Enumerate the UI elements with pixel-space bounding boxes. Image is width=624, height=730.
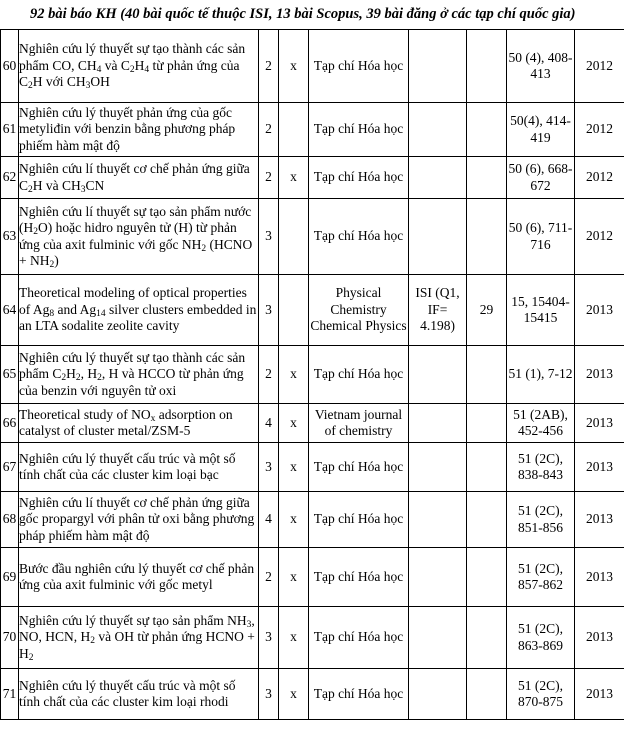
subscript: 2 <box>28 652 34 663</box>
index-info <box>409 492 467 548</box>
table-row <box>1 30 624 103</box>
journal-name: Tạp chí Hóa học <box>309 103 409 157</box>
volume-pages: 51 (1), 7-12 <box>507 346 575 404</box>
title-text: Bước đầu nghiên cứu lý thuyết cơ chế phản ứng của axit fulminic với gốc metyl <box>19 560 255 592</box>
index-info <box>409 157 467 199</box>
table-row <box>1 404 624 443</box>
article-title <box>19 103 259 157</box>
citation-count <box>467 669 507 720</box>
journal-name: Tạp chí Hóa học <box>309 443 409 492</box>
author-count: 2 <box>259 346 279 404</box>
title-text: và OH từ phản ứng HCNO + H <box>19 629 255 661</box>
publications-table <box>0 29 624 720</box>
row-number: 68 <box>1 492 19 548</box>
author-count: 3 <box>259 199 279 275</box>
section-heading: 92 bài báo KH (40 bài quốc tế thuộc ISI, 13 bài Scopus, 39 bài đăng ở các tạp chí quốc gia) <box>30 6 576 22</box>
citation-count <box>467 30 507 103</box>
article-title <box>19 607 259 669</box>
article-title <box>19 199 259 275</box>
volume-pages: 51 (2C), 863-869 <box>507 607 575 669</box>
article-title <box>19 157 259 199</box>
corresponding-mark: x <box>279 346 309 404</box>
publication-year: 2012 <box>575 103 624 157</box>
index-info <box>409 607 467 669</box>
title-text: Nghiên cứu lý thuyết sự tạo thành các sản phẩm CO, CH <box>19 41 246 73</box>
table-row <box>1 275 624 346</box>
subscript: 2 <box>75 373 81 384</box>
corresponding-mark: x <box>279 157 309 199</box>
table-row <box>1 669 624 720</box>
index-info <box>409 30 467 103</box>
title-text: và C <box>101 57 130 73</box>
table-row <box>1 199 624 275</box>
index-info <box>409 669 467 720</box>
journal-name: Vietnam journal of chemistry <box>309 404 409 443</box>
title-text: H và CH <box>32 177 81 193</box>
subscript: 2 <box>28 81 33 92</box>
index-info: ISI (Q1, IF= 4.198) <box>409 275 467 346</box>
volume-pages: 50 (6), 668-672 <box>507 157 575 199</box>
subscript: x <box>150 413 156 424</box>
subscript: 2 <box>28 184 33 195</box>
row-number: 65 <box>1 346 19 404</box>
table-body <box>1 30 624 720</box>
volume-pages: 51 (2C), 857-862 <box>507 548 575 607</box>
index-info <box>409 548 467 607</box>
citation-count <box>467 199 507 275</box>
title-text: Nghiên cứu lí thuyết cơ chế phản ứng giữa gốc propargyl với phân tử oxi bằng phương pháp phiếm hàm mật độ <box>19 494 255 543</box>
row-number: 67 <box>1 443 19 492</box>
title-text: Nghiên cứu lý thuyết sự tạo sản phẩm NH <box>19 612 247 628</box>
row-number: 70 <box>1 607 19 669</box>
subscript: 2 <box>201 243 207 254</box>
title-text: Nghiên cứu lý thuyết cấu trúc và một số tính chất của các cluster kim loại bạc <box>19 450 236 482</box>
citation-count <box>467 548 507 607</box>
title-text: CN <box>85 177 105 193</box>
row-number: 69 <box>1 548 19 607</box>
citation-count <box>467 443 507 492</box>
corresponding-mark: x <box>279 548 309 607</box>
citation-count <box>467 607 507 669</box>
author-count: 2 <box>259 157 279 199</box>
title-text: O) hoặc hidro nguyên tử (H) từ phản ứng của axit fulminic với gốc NH <box>19 220 237 252</box>
citation-count <box>467 492 507 548</box>
index-info <box>409 103 467 157</box>
row-number: 60 <box>1 30 19 103</box>
title-text: (HCNO + NH <box>19 236 253 268</box>
author-count: 4 <box>259 492 279 548</box>
volume-pages: 15, 15404-15415 <box>507 275 575 346</box>
author-count: 2 <box>259 103 279 157</box>
article-title <box>19 548 259 607</box>
citation-count: 29 <box>467 275 507 346</box>
subscript: 3 <box>80 184 86 195</box>
subscript: 2 <box>97 373 102 384</box>
publication-year: 2012 <box>575 157 624 199</box>
table-row <box>1 157 624 199</box>
corresponding-mark <box>279 275 309 346</box>
title-text: OH <box>90 74 110 90</box>
row-number: 66 <box>1 404 19 443</box>
article-title <box>19 669 259 720</box>
article-title <box>19 492 259 548</box>
article-title <box>19 275 259 346</box>
table-row <box>1 103 624 157</box>
article-title <box>19 30 259 103</box>
volume-pages: 51 (2C), 838-843 <box>507 443 575 492</box>
table-row <box>1 607 624 669</box>
author-count: 3 <box>259 669 279 720</box>
title-text: adsorption on catalyst of cluster metal/ZSM-5 <box>19 406 233 438</box>
title-text: Theoretical study of NO <box>19 406 151 422</box>
subscript: 3 <box>246 619 252 630</box>
title-text: Nghiên cứu lý thuyết cấu trúc và một số tính chất của các cluster kim loại rhodi <box>19 677 236 709</box>
row-number: 71 <box>1 669 19 720</box>
journal-name: Tạp chí Hóa học <box>309 669 409 720</box>
corresponding-mark: x <box>279 30 309 103</box>
table-row <box>1 548 624 607</box>
title-text: , H <box>80 366 98 382</box>
corresponding-mark <box>279 199 309 275</box>
title-text: Nghiên cứu lý thuyết phản ứng của gốc metyliđin với benzin bằng phương pháp phiếm hàm mật độ <box>19 104 236 153</box>
subscript: 2 <box>33 227 38 237</box>
citation-count <box>467 346 507 404</box>
publication-year: 2013 <box>575 548 624 607</box>
subscript: 2 <box>129 64 135 75</box>
publication-year: 2013 <box>575 404 624 443</box>
journal-name: Physical Chemistry Chemical Physics <box>309 275 409 346</box>
subscript: 4 <box>144 64 150 75</box>
title-text: Nghiên cứu lí thuyết cơ chế phản ứng giữa C <box>19 161 250 193</box>
author-count: 2 <box>259 30 279 103</box>
title-text: H <box>134 57 145 73</box>
corresponding-mark: x <box>279 607 309 669</box>
article-title <box>19 346 259 404</box>
volume-pages: 50 (6), 711-716 <box>507 199 575 275</box>
corresponding-mark: x <box>279 492 309 548</box>
volume-pages: 51 (2AB), 452-456 <box>507 404 575 443</box>
publication-year: 2012 <box>575 199 624 275</box>
row-number: 64 <box>1 275 19 346</box>
journal-name: Tạp chí Hóa học <box>309 492 409 548</box>
subscript: 4 <box>96 64 102 75</box>
volume-pages: 51 (2C), 870-875 <box>507 669 575 720</box>
publication-year: 2013 <box>575 275 624 346</box>
subscript: 2 <box>49 260 55 270</box>
corresponding-mark: x <box>279 404 309 443</box>
author-count: 4 <box>259 404 279 443</box>
corresponding-mark: x <box>279 443 309 492</box>
author-count: 3 <box>259 275 279 346</box>
index-info <box>409 443 467 492</box>
title-text: silver clusters embedded in an LTA sodalite zeolite cavity <box>19 301 257 334</box>
journal-name: Tạp chí Hóa học <box>309 30 409 103</box>
subscript: 8 <box>49 308 55 319</box>
journal-name: Tạp chí Hóa học <box>309 346 409 404</box>
title-text: Nghiên cứu lý thuyết sự tạo thành các sản phẩm C <box>19 349 246 382</box>
title-text: từ phản ứng của C <box>19 57 240 90</box>
article-title <box>19 404 259 443</box>
title-text: , H và HCCO từ phản ứng của benzin với nguyên tử oxi <box>19 366 244 398</box>
title-text: H <box>66 366 76 382</box>
author-count: 2 <box>259 548 279 607</box>
subscript: 14 <box>96 308 106 319</box>
citation-count <box>467 157 507 199</box>
author-count: 3 <box>259 607 279 669</box>
journal-name: Tạp chí Hóa học <box>309 607 409 669</box>
publication-year: 2013 <box>575 443 624 492</box>
table-row <box>1 346 624 404</box>
journal-name: Tạp chí Hóa học <box>309 548 409 607</box>
subscript: 2 <box>90 636 96 647</box>
index-info <box>409 346 467 404</box>
citation-count <box>467 103 507 157</box>
table-row <box>1 492 624 548</box>
title-text: and Ag <box>54 301 97 317</box>
subscript: 3 <box>85 81 91 92</box>
row-number: 62 <box>1 157 19 199</box>
title-text: H với CH <box>32 74 86 90</box>
corresponding-mark: x <box>279 669 309 720</box>
journal-name: Tạp chí Hóa học <box>309 157 409 199</box>
title-text: ) <box>54 253 59 268</box>
title-text: Theoretical modeling of optical properties of Ag <box>19 285 247 317</box>
index-info <box>409 404 467 443</box>
row-number: 63 <box>1 199 19 275</box>
subscript: 2 <box>61 373 67 384</box>
publication-year: 2012 <box>575 30 624 103</box>
publication-year: 2013 <box>575 607 624 669</box>
journal-name: Tạp chí Hóa học <box>309 199 409 275</box>
publication-year: 2013 <box>575 669 624 720</box>
volume-pages: 50(4), 414-419 <box>507 103 575 157</box>
row-number: 61 <box>1 103 19 157</box>
title-text: , NO, HCN, H <box>19 612 255 645</box>
citation-count <box>467 404 507 443</box>
publication-year: 2013 <box>575 346 624 404</box>
volume-pages: 50 (4), 408-413 <box>507 30 575 103</box>
table-row <box>1 443 624 492</box>
index-info <box>409 199 467 275</box>
title-text: Nghiên cứu lí thuyết sự tạo sản phẩm nước (H <box>19 203 252 235</box>
volume-pages: 51 (2C), 851-856 <box>507 492 575 548</box>
corresponding-mark <box>279 103 309 157</box>
publication-year: 2013 <box>575 492 624 548</box>
article-title <box>19 443 259 492</box>
author-count: 3 <box>259 443 279 492</box>
